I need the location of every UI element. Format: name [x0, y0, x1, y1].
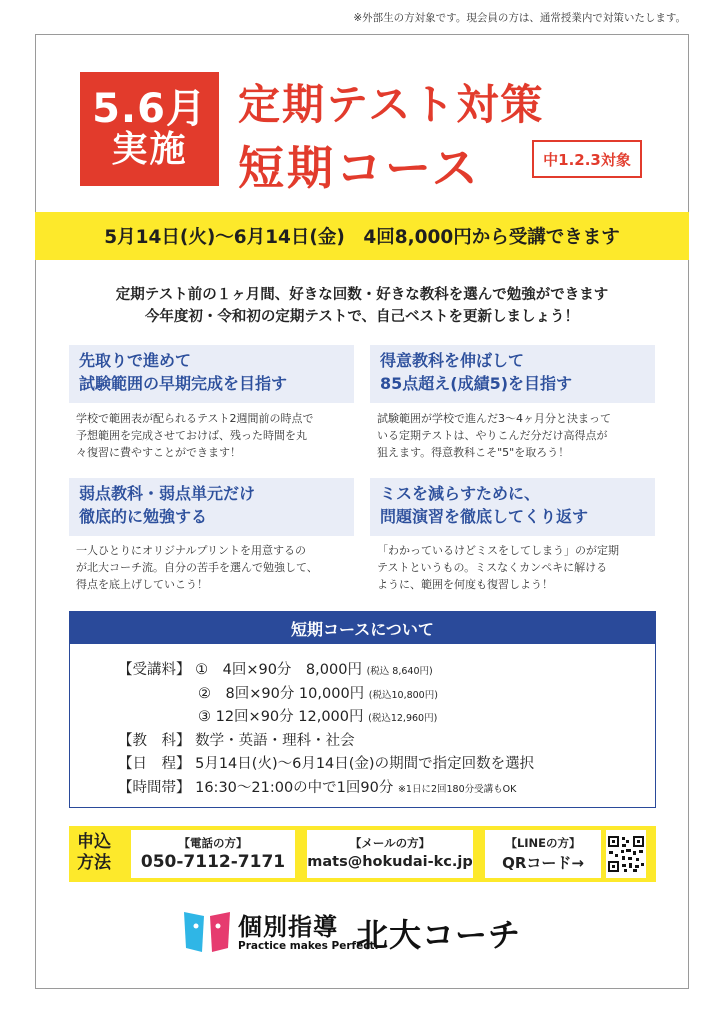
point-2-title-1: 得意教科を伸ばして — [380, 351, 525, 370]
time-note: ※1日に2回180分受講もOK — [397, 784, 517, 795]
point-1-body-line: 予想範囲を完成させておけば、残った時間を丸 — [76, 429, 307, 442]
brand-logo-icon — [180, 908, 234, 956]
logo-tagline: Practice makes Perfect. — [238, 940, 379, 952]
page-title-line1: 定期テスト対策 — [238, 80, 545, 129]
point-heading-2 — [370, 345, 655, 403]
page-title-line2: 短期コース — [238, 141, 481, 195]
line-title: 【LINEの方】 — [505, 836, 581, 850]
point-1-body-line: 学校で範囲表が配られるテスト2週間前の時点で — [76, 412, 314, 425]
mail-box[interactable] — [307, 830, 473, 878]
point-2-body-line: 試験範囲が学校で進んだ3～4ヶ月分と決まって — [377, 412, 611, 425]
fee-row-3 — [198, 705, 437, 726]
phone-box[interactable] — [131, 830, 295, 878]
point-2-body-line: 狙えます。得意教科こそ"5"を取ろう！ — [377, 446, 570, 459]
line-box[interactable] — [485, 830, 601, 878]
apply-label-line1: 申込 — [77, 832, 111, 852]
period-band: 5月14日(火)～6月14日(金) 4回8,000円から受講できます — [35, 212, 689, 260]
point-1-title-1: 先取りで進めて — [79, 351, 192, 370]
point-heading-4 — [370, 478, 655, 536]
fee-tax: (税込 8,640円) — [366, 666, 433, 677]
logo-text-ja: 個別指導 — [238, 913, 338, 941]
apply-label-line2: 方法 — [77, 853, 111, 873]
schedule-label: 【日 程】 — [118, 756, 191, 772]
point-3-body-line: 一人ひとりにオリジナルプリントを用意するの — [76, 544, 307, 557]
apply-methods-bar — [69, 826, 656, 882]
point-3-title-1: 弱点教科・弱点単元だけ — [79, 484, 256, 503]
fee-plan: ② 8回×90分 10,000円 — [198, 686, 365, 702]
fee-plan: ③ 12回×90分 12,000円 — [198, 709, 364, 725]
logo-brand-name: 北大コーチ — [356, 916, 522, 954]
point-4-body-line: ように、範囲を何度も復習しよう！ — [377, 578, 553, 591]
month-badge — [80, 72, 219, 186]
line-qr-label: QRコード→ — [502, 854, 584, 872]
grade-badge: 中1.2.3対象 — [532, 140, 642, 178]
time-label: 【時間帯】 — [118, 780, 191, 796]
point-4-body-line: テストというもの。ミスなくカンペキに解ける — [377, 561, 608, 574]
subjects-value: 数学・英語・理科・社会 — [195, 733, 355, 749]
course-heading: 短期コースについて — [70, 612, 655, 644]
point-body-2 — [377, 410, 611, 461]
point-3-body-line: 得点を底上げしていこう！ — [76, 578, 208, 591]
mail-title: 【メールの方】 — [349, 836, 431, 850]
phone-title: 【電話の方】 — [178, 836, 248, 850]
point-heading-1 — [69, 345, 354, 403]
month-badge-line2: 実施 — [111, 129, 188, 171]
point-body-4 — [377, 542, 619, 593]
point-body-1 — [76, 410, 314, 461]
top-note: ※外部生の方対象です。現会員の方は、通常授業内で対策いたします。 — [353, 12, 686, 24]
fee-plan: ① 4回×90分 8,000円 — [195, 662, 362, 678]
subjects-label: 【教 科】 — [118, 733, 191, 749]
point-4-title-1: ミスを減らすために、 — [380, 484, 541, 503]
time-value: 16:30～21:00の中で1回90分 — [195, 780, 394, 796]
mail-address[interactable]: mats@hokudai-kc.jp — [307, 854, 473, 870]
fee-row-1 — [118, 658, 433, 679]
point-2-body-line: いる定期テストは、やりこんだ分だけ高得点が — [377, 429, 608, 442]
course-details-box — [69, 611, 656, 808]
point-heading-3 — [69, 478, 354, 536]
fee-row-2 — [198, 682, 438, 703]
fee-tax: (税込10,800円) — [368, 690, 438, 701]
fee-label: 【受講料】 — [118, 662, 191, 678]
qr-code-icon[interactable] — [606, 830, 646, 878]
point-4-title-2: 問題演習を徹底してくり返す — [380, 507, 589, 526]
point-2-title-2: 85点超え(成績5)を目指す — [380, 374, 573, 393]
subjects-row — [118, 729, 355, 750]
intro-line-2: 今年度初・令和初の定期テストで、自己ベストを更新しましょう！ — [144, 309, 580, 325]
point-4-body-line: 「わかっているけどミスをしてしまう」のが定期 — [377, 544, 619, 557]
point-1-title-2: 試験範囲の早期完成を目指す — [79, 374, 288, 393]
point-3-body-line: が北大コーチ流。自分の苦手を選んで勉強して、 — [76, 561, 318, 574]
point-3-title-2: 徹底的に勉強する — [79, 507, 208, 526]
apply-label — [77, 832, 111, 874]
schedule-row — [118, 752, 534, 773]
point-body-3 — [76, 542, 318, 593]
phone-number[interactable]: 050-7112-7171 — [140, 852, 286, 872]
intro-line-1: 定期テスト前の１ヶ月間、好きな回数・好きな教科を選んで勉強ができます — [115, 287, 609, 303]
fee-tax: (税込12,960円) — [368, 713, 438, 724]
schedule-value: 5月14日(火)～6月14日(金)の期間で指定回数を選択 — [195, 756, 535, 772]
month-badge-line1: 5.6月 — [92, 85, 207, 132]
time-row — [118, 776, 516, 797]
point-1-body-line: 々復習に費やすことができます！ — [76, 446, 241, 459]
